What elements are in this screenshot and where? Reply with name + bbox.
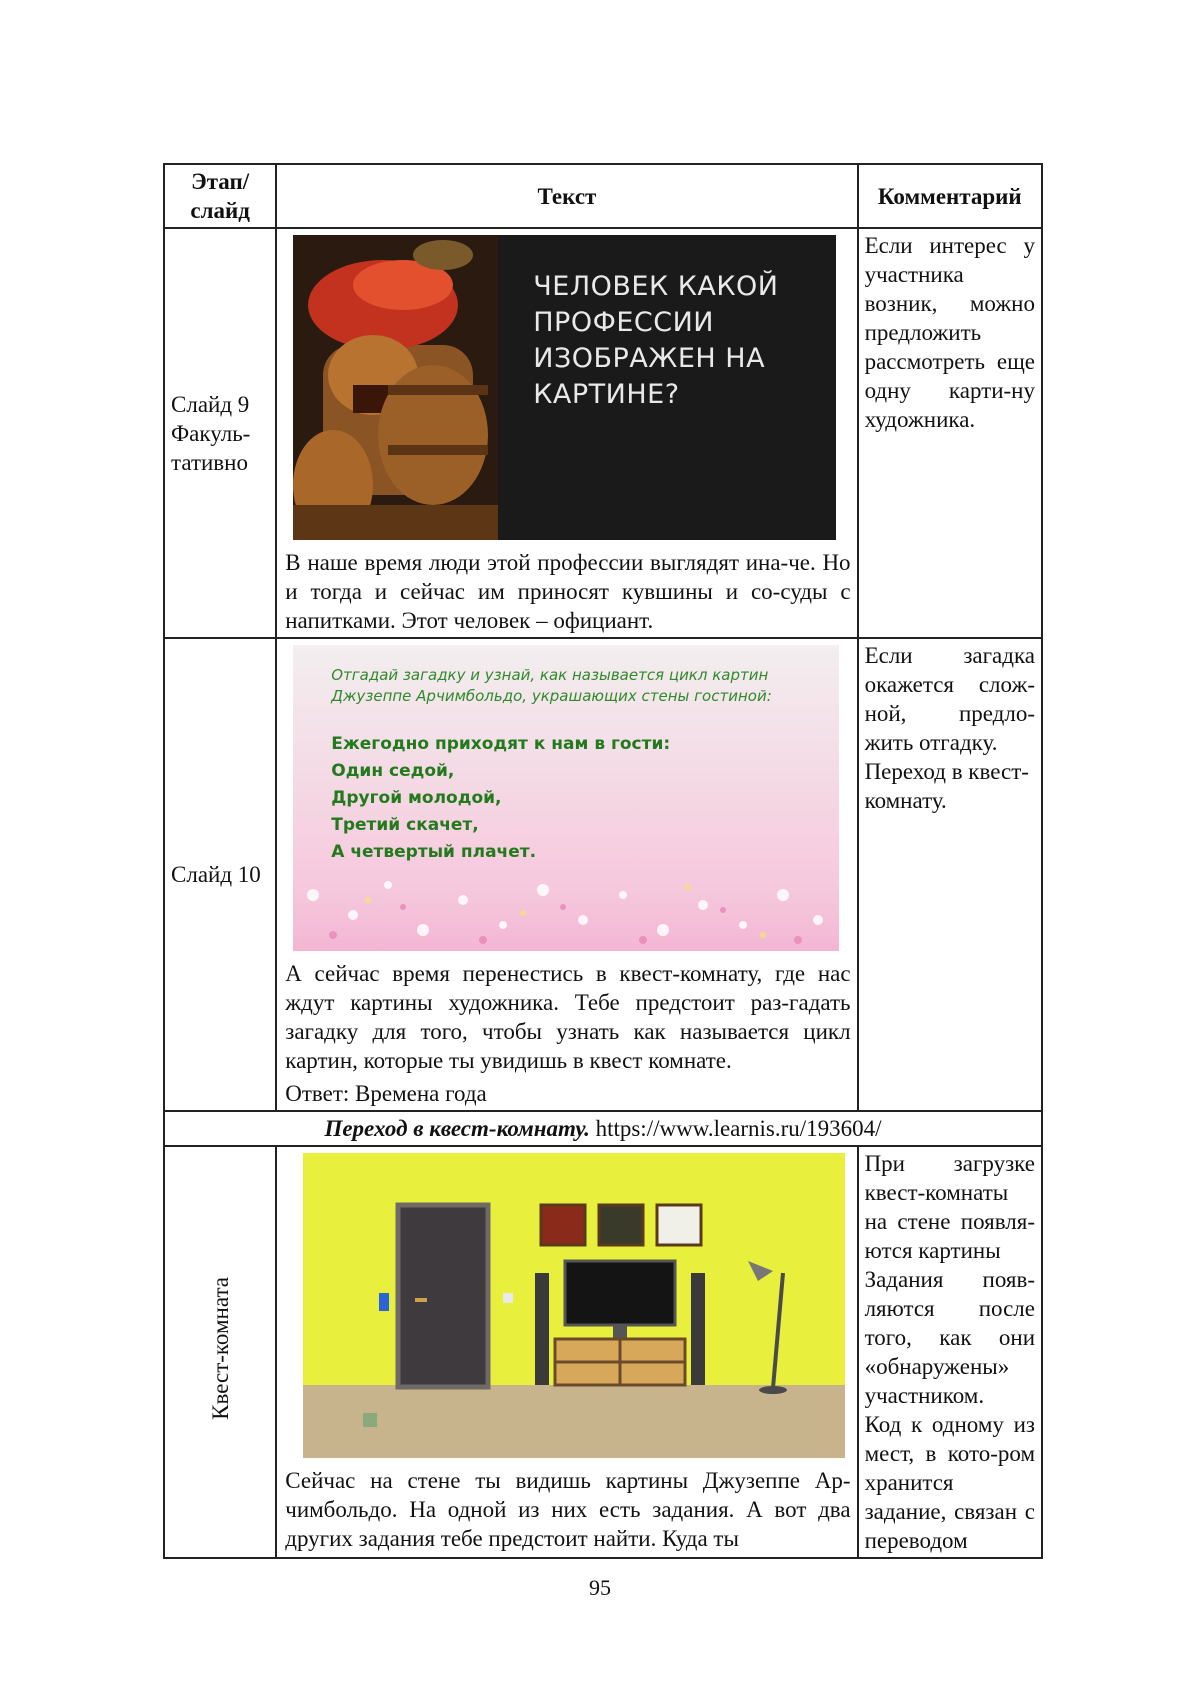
row-text: А сейчас время перенестись в квест-комнату, где нас ждут картины художника. Тебе предстоит раз-гадать загадку для того, чтобы узнать как называется цикл картин, которые ты увидишь в квест комнате. xyxy=(285,961,851,1073)
riddle-line: Третий скачет, xyxy=(331,815,479,835)
table-header-row xyxy=(164,164,1042,228)
comment-text: Задания появ-ляются после того, как они «обнаружены» участником. xyxy=(864,1267,1035,1408)
text-cell xyxy=(276,228,857,638)
row-text: В наше время люди этой профессии выглядят ина-че. Но и тогда и сейчас им приносят кувшины и со-суды с напитками. Этот человек – официант. xyxy=(285,550,851,633)
table-row xyxy=(164,228,1042,638)
stage-line: Слайд 10 xyxy=(171,862,261,887)
row-text: Сейчас на стене ты видишь картины Джузеппе Ар-чимбольдо. На одной из них есть задания. А вот два других задания тебе предстоит найти. Куда ты xyxy=(285,1468,851,1551)
transition-cell xyxy=(164,1111,1042,1146)
quest-room-scene xyxy=(303,1153,845,1458)
riddle-line: Один седой, xyxy=(331,761,455,781)
transition-label: Переход в квест-комнату. xyxy=(324,1116,590,1141)
text-cell xyxy=(276,1146,857,1558)
riddle-text xyxy=(331,731,670,866)
lesson-table xyxy=(163,163,1043,1559)
comment-cell xyxy=(858,1146,1042,1558)
comment-text: Код к одному из мест, в кото-ром хранится задание, связан с переводом xyxy=(864,1412,1035,1553)
transition-link[interactable]: https://www.learnis.ru/193604/ xyxy=(595,1116,882,1141)
page-number: 95 xyxy=(589,1575,611,1600)
header-comment: Комментарий xyxy=(858,164,1042,228)
stage-cell xyxy=(164,638,276,1111)
quest-room-image xyxy=(303,1153,845,1458)
comment-text: Если загадка окажется слож-ной, предло-жить отгадку. xyxy=(864,643,1035,755)
stage-line: тативно xyxy=(171,449,248,475)
slide-question: ЧЕЛОВЕК КАКОЙ ПРОФЕССИИ ИЗОБРАЖЕН НА КАРТИНЕ? xyxy=(533,271,779,410)
transition-row xyxy=(164,1111,1042,1146)
stage-line: Слайд 9 xyxy=(171,391,250,417)
comment-cell xyxy=(858,228,1042,638)
comment-cell xyxy=(858,638,1042,1111)
riddle-line: Ежегодно приходят к нам в гости: xyxy=(331,734,671,754)
riddle-line: Другой молодой, xyxy=(331,788,502,808)
stage-line: Факуль- xyxy=(171,420,251,446)
stage-cell xyxy=(164,1146,276,1558)
riddle-line: А четвертый плачет. xyxy=(331,842,537,862)
stage-line: Квест-комната xyxy=(207,1277,233,1420)
table-row xyxy=(164,638,1042,1111)
header-text: Текст xyxy=(276,164,857,228)
comment-text: Если интерес у участника возник, можно предложить рассмотреть еще одну карти-ну художника. xyxy=(864,233,1035,432)
text-cell xyxy=(276,638,857,1111)
table-row xyxy=(164,1146,1042,1558)
stage-cell xyxy=(164,228,276,638)
comment-text: При загрузке квест-комнаты на стене появля-ются картины xyxy=(864,1151,1035,1263)
header-stage: Этап/ слайд xyxy=(164,164,276,228)
slide-10-image xyxy=(293,645,839,951)
comment-text: Переход в квест-комнату. xyxy=(864,759,1029,813)
answer-text: Ответ: Времена года xyxy=(285,1081,487,1106)
arcimboldo-waiter-painting xyxy=(293,235,498,540)
riddle-intro: Отгадай загадку и узнай, как называется цикл картин Джузеппе Арчимбольдо, украшающих стены гостиной: xyxy=(331,666,772,705)
slide-9-image xyxy=(293,235,836,540)
